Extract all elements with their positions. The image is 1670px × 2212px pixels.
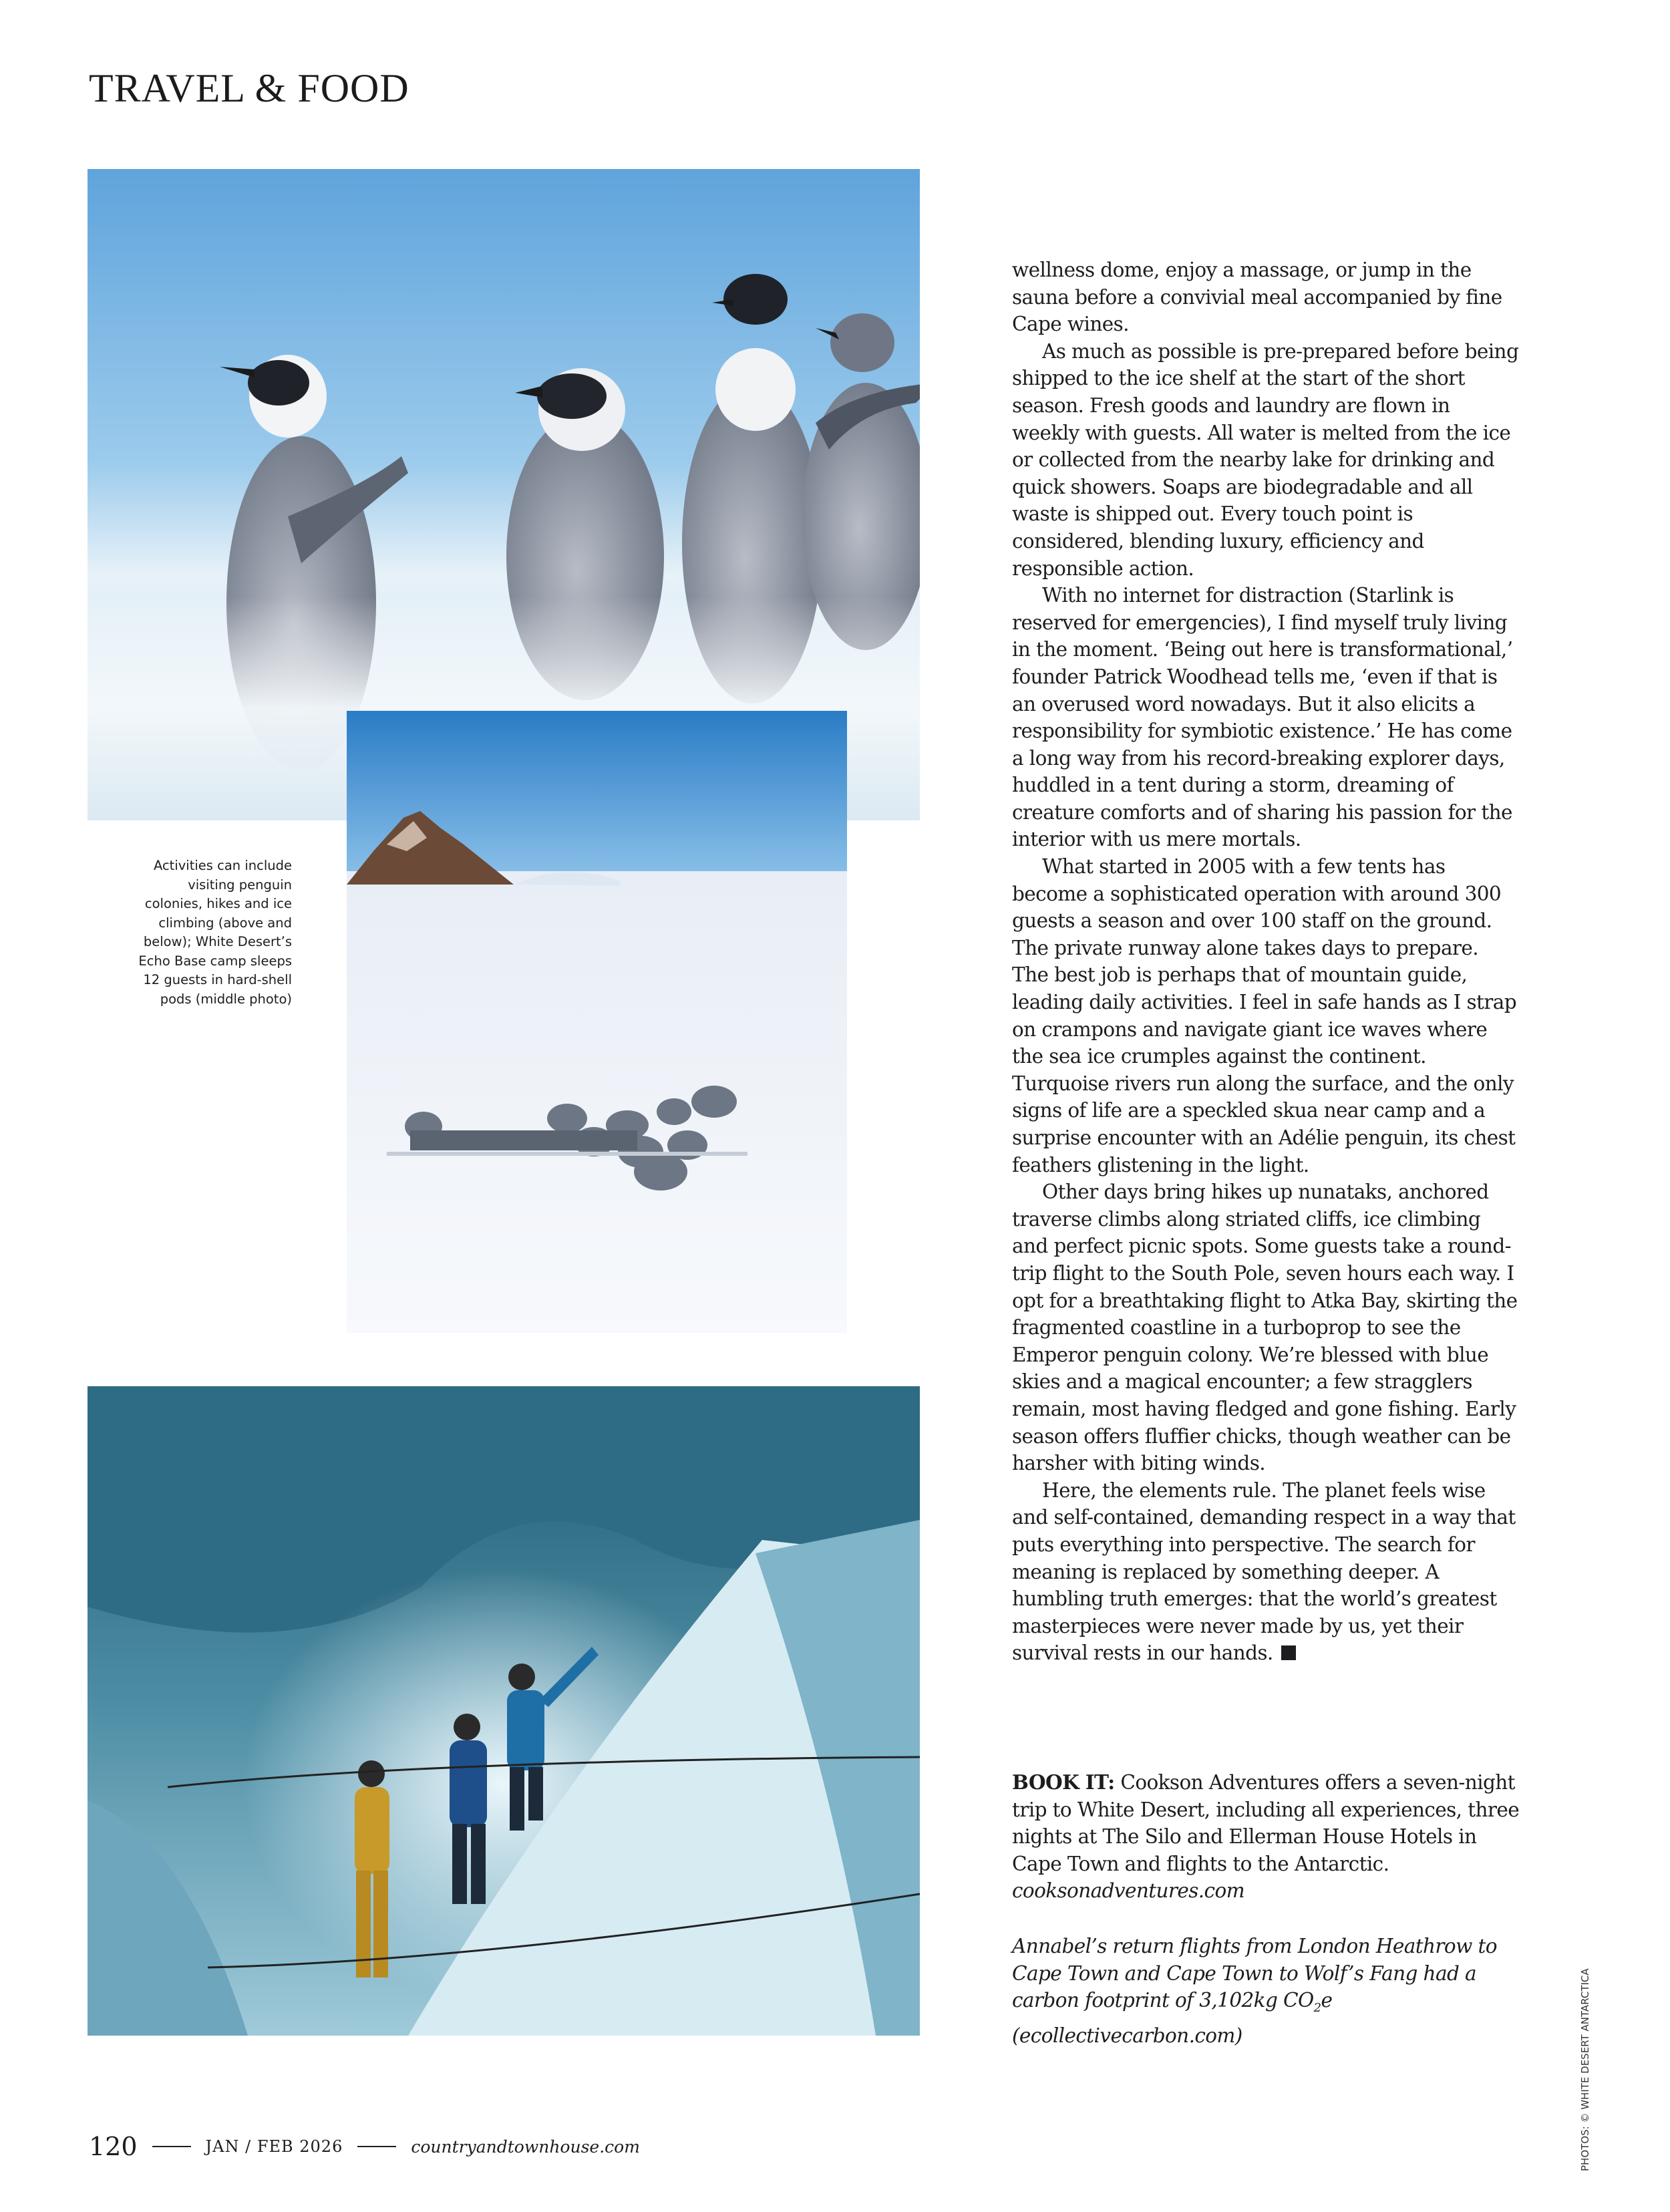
carbon-text: Annabel’s return flights from London Heathrow to Cape Town and Cape Town to Wolf’s Fang had a carbon footprint of 3,102kg CO [1012, 1935, 1497, 2012]
end-mark-icon [1281, 1645, 1296, 1660]
body-paragraph: With no internet for distraction (Starlink is reserved for emergencies), I find myself truly living in the moment. ‘Being out here is transformational,’ founder Patrick Woodhead tells me, ‘even if that is an overused word nowadays. But it also elicits a responsibility for symbiotic existence.’ He has come a long way from his record-breaking explorer days, huddled in a tent during a storm, dreaming of creature comforts and of sharing his passion for the interior with us mere mortals. [1012, 584, 1513, 851]
body-paragraph: Other days bring hikes up nunataks, anchored traverse climbs along striated cliffs, ice climbing and perfect picnic spots. Some guests take a round-trip flight to the South Pole, seven hours each way. I opt for a breathtaking flight to Atka Bay, skirting the fragmented coastline in a turboprop to see the Emperor penguin colony. We’re blessed with blue skies and a magical encounter; a few stragglers remain, most having fledged and gone fishing. Early season offers fluffier chicks, though weather can be harsher with biting winds. [1012, 1180, 1518, 1475]
photo-caption: Activities can include visiting penguin colonies, hikes and ice climbing (above and below); White Desert’s Echo Base camp sleeps 12 guests in hard-shell pods (middle photo) [138, 858, 292, 1007]
page-footer [89, 2131, 640, 2162]
page-number: 120 [89, 2132, 138, 2161]
footer-rule [152, 2146, 191, 2147]
article-body [1012, 257, 1520, 1667]
website-link[interactable]: countryandtownhouse.com [411, 2137, 640, 2157]
issue-date: JAN / FEB 2026 [205, 2137, 343, 2156]
camp-pods-photo [347, 711, 847, 1333]
final-paragraph-text: Here, the elements rule. The planet feels wise and self-contained, demanding respect in a way that puts everything into perspective. The search for meaning is replaced by something deeper. A humbling truth emerges: that the world’s greatest masterpieces were never made by us, yet their survival rests in our hands. [1012, 1478, 1516, 1665]
book-it-text: Cookson Adventures offers a seven-night trip to White Desert, including all experiences, three nights at The Silo and Ellerman House Hotels in Cape Town and flights to the Antarctic. [1012, 1771, 1520, 1875]
carbon-tail: e (ecollectivecarbon.com) [1012, 1989, 1333, 2047]
photo-credit [1579, 1891, 1593, 2171]
body-paragraph-final [1012, 1477, 1520, 1667]
footer-rule [357, 2146, 396, 2147]
book-it-box [1012, 1769, 1520, 1905]
book-it-link[interactable]: cooksonadventures.com [1012, 1879, 1244, 1903]
ice-climbing-photo [88, 1386, 920, 2036]
book-it-label: BOOK IT: [1012, 1770, 1115, 1794]
carbon-subscript: 2 [1313, 2001, 1321, 2016]
body-paragraph: What started in 2005 with a few tents has become a sophisticated operation with around 300 guests a season and over 100 staff on the ground. The private runway alone takes days to prepare. The best job is perhaps that of mountain guide, leading daily activities. I feel in safe hands as I strap on crampons and navigate giant ice waves where the sea ice crumples against the continent. Turquoise rivers run along the surface, and the only signs of life are a speckled skua near camp and a surprise encounter with an Adélie penguin, its chest feathers glistening in the light. [1012, 855, 1517, 1176]
body-paragraph: As much as possible is pre-prepared before being shipped to the ice shelf at the start of the short season. Fresh goods and laundry are flown in weekly with guests. All water is melted from the ice or collected from the nearby lake for drinking and quick showers. Soaps are biodegradable and all waste is shipped out. Every touch point is considered, blending luxury, efficiency and responsible action. [1012, 339, 1519, 580]
body-paragraph: wellness dome, enjoy a massage, or jump in the sauna before a convivial meal accompanied by fine Cape wines. [1012, 259, 1502, 336]
photo-credit-text: PHOTOS: © WHITE DESERT ANTARCTICA [1579, 1968, 1591, 2171]
carbon-footprint-note [1012, 1933, 1520, 2049]
section-heading: TRAVEL & FOOD [89, 66, 409, 110]
